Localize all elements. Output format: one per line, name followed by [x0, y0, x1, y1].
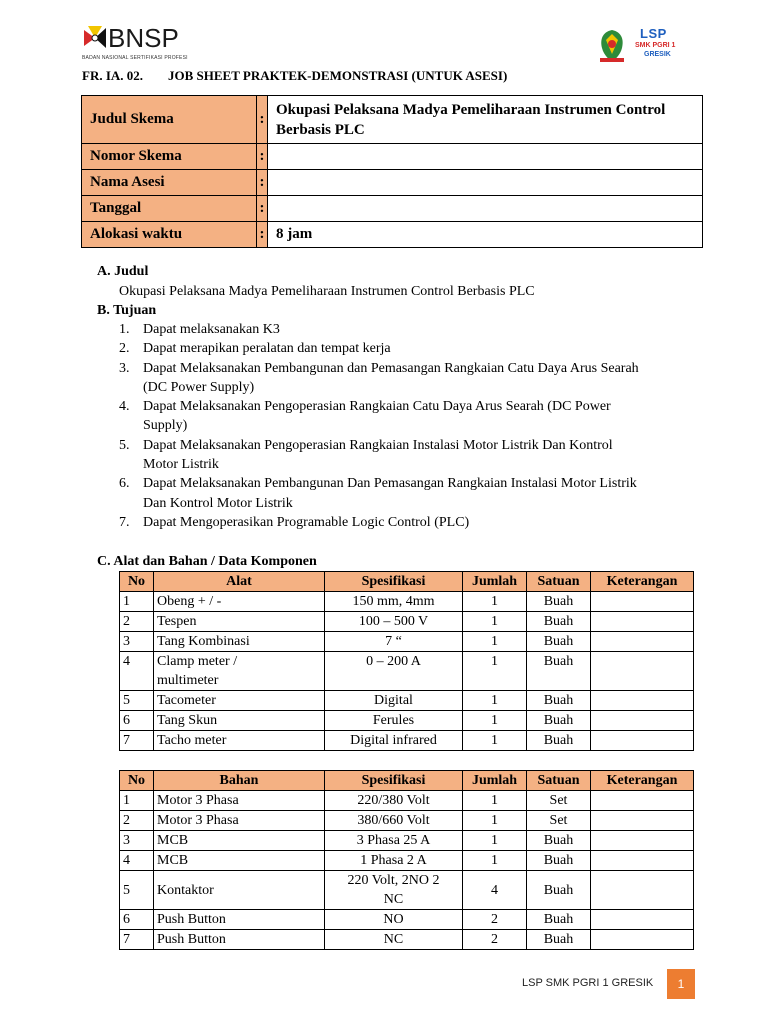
cell-unit: Buah	[527, 592, 591, 612]
cell-item: Tacho meter	[154, 731, 325, 751]
objective-item	[119, 320, 699, 339]
info-label: Alokasi waktu	[82, 222, 257, 248]
cell-no: 1	[120, 791, 154, 811]
cell-spec: 100 – 500 V	[325, 612, 463, 632]
cell-spec: NO	[325, 910, 463, 930]
bnsp-emblem-icon	[82, 24, 108, 54]
cell-item: Tacometer	[154, 691, 325, 711]
cell-unit: Buah	[527, 851, 591, 871]
table-row	[120, 652, 694, 691]
table-row	[120, 731, 694, 751]
table-row	[120, 811, 694, 831]
col-header-alat: Alat	[154, 572, 325, 592]
cell-note	[591, 831, 694, 851]
objective-text: Dapat Melaksanakan Pengoperasian Rangkaian Instalasi Motor Listrik Dan Kontrol	[143, 437, 613, 453]
cell-note	[591, 711, 694, 731]
objective-text: Dapat Melaksanakan Pengoperasian Rangkaian Catu Daya Arus Searah (DC Power	[143, 399, 611, 415]
cell-spec-line1: 220 Volt, 2NO 2	[347, 873, 440, 888]
cell-unit: Set	[527, 811, 591, 831]
table-row	[120, 930, 694, 950]
col-header-keterangan: Keterangan	[591, 771, 694, 791]
cell-spec: 0 – 200 A	[325, 652, 463, 691]
section-a-heading: A. Judul	[97, 264, 149, 279]
info-row-tanggal	[82, 196, 703, 222]
col-header-spesifikasi: Spesifikasi	[325, 572, 463, 592]
cell-unit: Set	[527, 791, 591, 811]
cell-qty: 1	[463, 711, 527, 731]
cell-no: 2	[120, 811, 154, 831]
cell-item-line1: Clamp meter /	[157, 654, 238, 669]
cell-no: 6	[120, 910, 154, 930]
cell-unit: Buah	[527, 831, 591, 851]
info-value: 8 jam	[268, 222, 703, 248]
objective-text: Dapat Melaksanakan Pembangunan Dan Pemasangan Rangkaian Instalasi Motor Listrik	[143, 476, 637, 492]
cell-no: 7	[120, 731, 154, 751]
cell-note	[591, 652, 694, 691]
cell-item-line2: multimeter	[157, 673, 219, 688]
cell-no: 5	[120, 691, 154, 711]
cell-qty: 1	[463, 592, 527, 612]
table-row	[120, 711, 694, 731]
cell-spec: NC	[325, 930, 463, 950]
objective-text: Dapat melaksanakan K3	[143, 322, 280, 337]
lsp-logo-title: LSP	[640, 26, 667, 41]
lsp-logo-line1: SMK PGRI 1	[635, 42, 676, 49]
info-value	[268, 196, 703, 222]
lsp-logo-line2: GRESIK	[644, 51, 671, 58]
col-header-keterangan: Keterangan	[591, 572, 694, 592]
cell-no: 3	[120, 831, 154, 851]
col-header-satuan: Satuan	[527, 572, 591, 592]
objective-text: Dapat Mengoperasikan Programable Logic Control (PLC)	[143, 514, 470, 530]
info-colon: :	[257, 170, 268, 196]
bnsp-logo-subtitle: BADAN NASIONAL SERTIFIKASI PROFESI	[82, 55, 188, 61]
cell-note	[591, 612, 694, 632]
cell-unit: Buah	[527, 652, 591, 691]
cell-qty: 1	[463, 811, 527, 831]
cell-item: Tang Kombinasi	[154, 632, 325, 652]
section-c-heading: C. Alat dan Bahan / Data Komponen	[97, 554, 317, 569]
cell-item	[154, 652, 325, 691]
info-label: Nomor Skema	[82, 144, 257, 170]
info-value: Okupasi Pelaksana Madya Pemeliharaan Instrumen Control Berbasis PLC	[268, 96, 703, 144]
cell-unit: Buah	[527, 731, 591, 751]
table-row	[120, 791, 694, 811]
cell-note	[591, 791, 694, 811]
cell-item: MCB	[154, 831, 325, 851]
cell-no: 7	[120, 930, 154, 950]
objective-text: Dapat merapikan peralatan dan tempat kerja	[143, 341, 391, 357]
cell-spec: Ferules	[325, 711, 463, 731]
cell-note	[591, 811, 694, 831]
cell-no: 2	[120, 612, 154, 632]
info-colon: :	[257, 144, 268, 170]
col-header-jumlah: Jumlah	[463, 771, 527, 791]
objective-item	[119, 339, 699, 358]
cell-unit: Buah	[527, 632, 591, 652]
cell-spec: Digital infrared	[325, 731, 463, 751]
objective-item	[119, 436, 699, 475]
cell-note	[591, 910, 694, 930]
cell-spec: 3 Phasa 25 A	[325, 831, 463, 851]
info-value	[268, 170, 703, 196]
materials-table	[119, 770, 694, 950]
cell-qty: 1	[463, 851, 527, 871]
cell-spec: 380/660 Volt	[325, 811, 463, 831]
col-header-no: No	[120, 572, 154, 592]
materials-header-row	[120, 771, 694, 791]
info-row-nomor-skema	[82, 144, 703, 170]
table-row	[120, 612, 694, 632]
cell-item: Tespen	[154, 612, 325, 632]
col-header-jumlah: Jumlah	[463, 572, 527, 592]
info-row-judul-skema	[82, 96, 703, 144]
cell-qty: 1	[463, 791, 527, 811]
tools-header-row	[120, 572, 694, 592]
info-colon: :	[257, 222, 268, 248]
objective-number: 3.	[119, 360, 130, 376]
cell-spec: 150 mm, 4mm	[325, 592, 463, 612]
cell-qty: 1	[463, 652, 527, 691]
info-label: Nama Asesi	[82, 170, 257, 196]
bnsp-logo	[82, 22, 202, 62]
objective-number: 4.	[119, 399, 130, 415]
info-row-alokasi-waktu	[82, 222, 703, 248]
cell-item: Obeng + / -	[154, 592, 325, 612]
cell-qty: 1	[463, 831, 527, 851]
cell-no: 6	[120, 711, 154, 731]
lsp-logo	[592, 26, 692, 70]
table-row	[120, 592, 694, 612]
tools-table	[119, 571, 694, 751]
cell-no: 3	[120, 632, 154, 652]
cell-item: Kontaktor	[154, 871, 325, 910]
cell-unit: Buah	[527, 612, 591, 632]
info-value	[268, 144, 703, 170]
cell-note	[591, 592, 694, 612]
cell-note	[591, 632, 694, 652]
cell-unit: Buah	[527, 910, 591, 930]
cell-note	[591, 851, 694, 871]
col-header-bahan: Bahan	[154, 771, 325, 791]
form-title: JOB SHEET PRAKTEK-DEMONSTRASI (UNTUK ASESI)	[168, 68, 508, 83]
cell-item: MCB	[154, 851, 325, 871]
cell-spec: 1 Phasa 2 A	[325, 851, 463, 871]
cell-spec-line2: NC	[383, 892, 404, 907]
objective-text-continued: Motor Listrik	[143, 457, 219, 473]
cell-item: Push Button	[154, 910, 325, 930]
cell-unit: Buah	[527, 871, 591, 910]
cell-note	[591, 691, 694, 711]
cell-no: 4	[120, 652, 154, 691]
cell-spec: 7 “	[325, 632, 463, 652]
page-number: 1	[667, 969, 695, 999]
cell-spec	[325, 871, 463, 910]
cell-qty: 1	[463, 632, 527, 652]
info-colon: :	[257, 96, 268, 144]
cell-unit: Buah	[527, 930, 591, 950]
table-row	[120, 871, 694, 910]
objective-item	[119, 513, 699, 532]
cell-note	[591, 930, 694, 950]
info-label: Judul Skema	[82, 96, 257, 144]
objective-number: 2.	[119, 341, 130, 357]
info-label: Tanggal	[82, 196, 257, 222]
objective-text-continued: Dan Kontrol Motor Listrik	[143, 495, 293, 511]
cell-item: Motor 3 Phasa	[154, 791, 325, 811]
cell-spec: Digital	[325, 691, 463, 711]
table-row	[120, 910, 694, 930]
objective-number: 7.	[119, 514, 130, 530]
scheme-info-table	[81, 95, 703, 248]
section-a-text: Okupasi Pelaksana Madya Pemeliharaan Instrumen Control Berbasis PLC	[119, 284, 535, 299]
objectives-list	[119, 320, 699, 532]
cell-unit: Buah	[527, 711, 591, 731]
col-header-spesifikasi: Spesifikasi	[325, 771, 463, 791]
objective-text-continued: Supply)	[143, 418, 188, 434]
col-header-satuan: Satuan	[527, 771, 591, 791]
col-header-no: No	[120, 771, 154, 791]
cell-qty: 1	[463, 731, 527, 751]
section-b-heading: B. Tujuan	[97, 303, 157, 318]
objective-number: 5.	[119, 437, 130, 453]
info-colon: :	[257, 196, 268, 222]
objective-item	[119, 474, 699, 513]
cell-qty: 1	[463, 612, 527, 632]
cell-item: Tang Skun	[154, 711, 325, 731]
objective-number: 1.	[119, 322, 130, 337]
cell-item: Motor 3 Phasa	[154, 811, 325, 831]
cell-spec: 220/380 Volt	[325, 791, 463, 811]
cell-qty: 1	[463, 691, 527, 711]
table-row	[120, 632, 694, 652]
cell-note	[591, 871, 694, 910]
cell-note	[591, 731, 694, 751]
cell-no: 1	[120, 592, 154, 612]
cell-unit: Buah	[527, 691, 591, 711]
table-row	[120, 851, 694, 871]
objective-text-continued: (DC Power Supply)	[143, 379, 255, 395]
cell-item: Push Button	[154, 930, 325, 950]
objective-text: Dapat Melaksanakan Pembangunan dan Pemasangan Rangkaian Catu Daya Arus Searah	[143, 360, 639, 376]
form-code: FR. IA. 02.	[82, 68, 144, 83]
cell-qty: 2	[463, 910, 527, 930]
cell-no: 4	[120, 851, 154, 871]
table-row	[120, 691, 694, 711]
objective-item	[119, 397, 699, 436]
footer-text: LSP SMK PGRI 1 GRESIK	[522, 977, 654, 989]
bnsp-logo-text: BNSP	[108, 23, 179, 53]
cell-no: 5	[120, 871, 154, 910]
lsp-emblem-icon	[592, 26, 632, 66]
info-row-nama-asesi	[82, 170, 703, 196]
cell-qty: 4	[463, 871, 527, 910]
objective-item	[119, 359, 699, 398]
cell-qty: 2	[463, 930, 527, 950]
table-row	[120, 831, 694, 851]
objective-number: 6.	[119, 476, 130, 492]
